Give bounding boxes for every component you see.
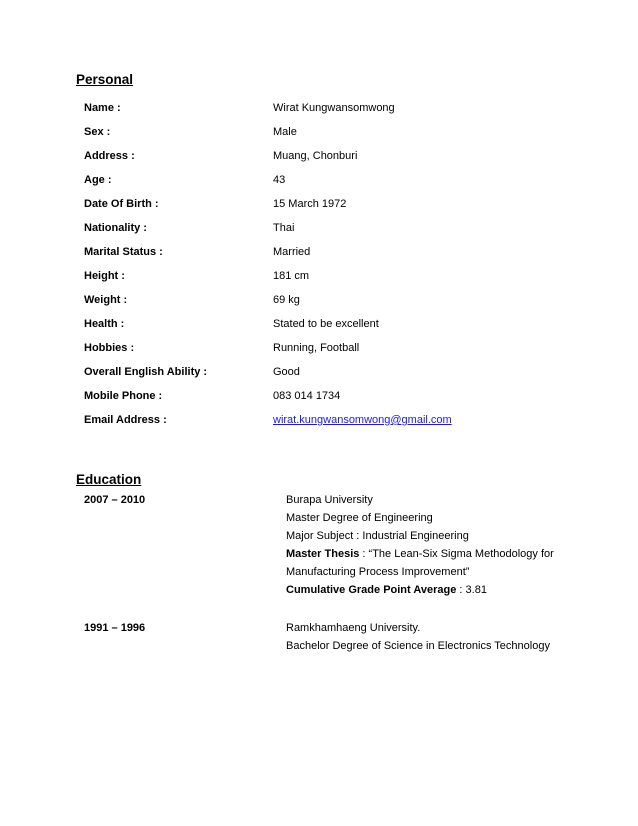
thesis-title: : “The Lean-Six Sigma Methodology for bbox=[359, 548, 554, 560]
mobile-phone-value: 083 014 1734 bbox=[273, 390, 341, 402]
personal-section-title: Personal bbox=[76, 72, 134, 87]
name-value: Wirat Kungwansomwong bbox=[273, 102, 395, 114]
weight-value: 69 kg bbox=[273, 294, 300, 306]
hobbies-value: Running, Football bbox=[273, 342, 360, 354]
weight-label: Weight : bbox=[84, 294, 128, 306]
major-subject: Major Subject : Industrial Engineering bbox=[286, 530, 469, 542]
institution: Ramkhamhaeng University. bbox=[286, 622, 421, 634]
gpa-line bbox=[286, 583, 586, 601]
degree: Bachelor Degree of Science in Electronics Technology bbox=[286, 640, 550, 652]
personal-row-dob bbox=[0, 197, 638, 215]
english-ability-value: Good bbox=[273, 366, 300, 378]
height-label: Height : bbox=[84, 270, 125, 282]
hobbies-label: Hobbies : bbox=[84, 342, 135, 354]
personal-row-sex bbox=[0, 125, 638, 143]
sex-label: Sex : bbox=[84, 126, 111, 138]
personal-row-nationality bbox=[0, 221, 638, 239]
personal-row-marital-status bbox=[0, 245, 638, 263]
dob-label: Date Of Birth : bbox=[84, 198, 159, 210]
name-label: Name : bbox=[84, 102, 121, 114]
marital-status-value: Married bbox=[273, 246, 311, 258]
mobile-phone-label: Mobile Phone : bbox=[84, 390, 163, 402]
institution: Burapa University bbox=[286, 494, 373, 506]
personal-row-name bbox=[0, 101, 638, 119]
email-label: Email Address : bbox=[84, 414, 167, 426]
english-ability-label: Overall English Ability : bbox=[84, 366, 208, 378]
sex-value: Male bbox=[273, 126, 297, 138]
address-value: Muang, Chonburi bbox=[273, 150, 358, 162]
address-label: Address : bbox=[84, 150, 135, 162]
gpa-value: : 3.81 bbox=[456, 584, 487, 596]
height-value: 181 cm bbox=[273, 270, 310, 282]
personal-row-height bbox=[0, 269, 638, 287]
personal-row-hobbies bbox=[0, 341, 638, 359]
age-label: Age : bbox=[84, 174, 112, 186]
personal-row-email bbox=[0, 413, 638, 431]
personal-row-mobile-phone bbox=[0, 389, 638, 407]
personal-row-address bbox=[0, 149, 638, 167]
email-link[interactable]: wirat.kungwansomwong@gmail.com bbox=[273, 414, 452, 426]
degree: Master Degree of Engineering bbox=[286, 512, 433, 524]
nationality-value: Thai bbox=[273, 222, 295, 234]
marital-status-label: Marital Status : bbox=[84, 246, 163, 258]
education-details bbox=[286, 621, 586, 657]
nationality-label: Nationality : bbox=[84, 222, 147, 234]
personal-row-health bbox=[0, 317, 638, 335]
thesis-label: Master Thesis bbox=[286, 548, 360, 560]
age-value: 43 bbox=[273, 174, 286, 186]
thesis-title-continued: Manufacturing Process Improvement” bbox=[286, 566, 470, 578]
dob-value: 15 March 1972 bbox=[273, 198, 347, 210]
education-details bbox=[286, 493, 586, 601]
education-period: 2007 – 2010 bbox=[84, 494, 146, 506]
personal-row-weight bbox=[0, 293, 638, 311]
education-section-title: Education bbox=[76, 472, 142, 487]
health-label: Health : bbox=[84, 318, 125, 330]
personal-row-age bbox=[0, 173, 638, 191]
gpa-label: Cumulative Grade Point Average bbox=[286, 584, 457, 596]
health-value: Stated to be excellent bbox=[273, 318, 379, 330]
thesis-line bbox=[286, 547, 586, 565]
education-period: 1991 – 1996 bbox=[84, 622, 146, 634]
personal-row-english-ability bbox=[0, 365, 638, 383]
